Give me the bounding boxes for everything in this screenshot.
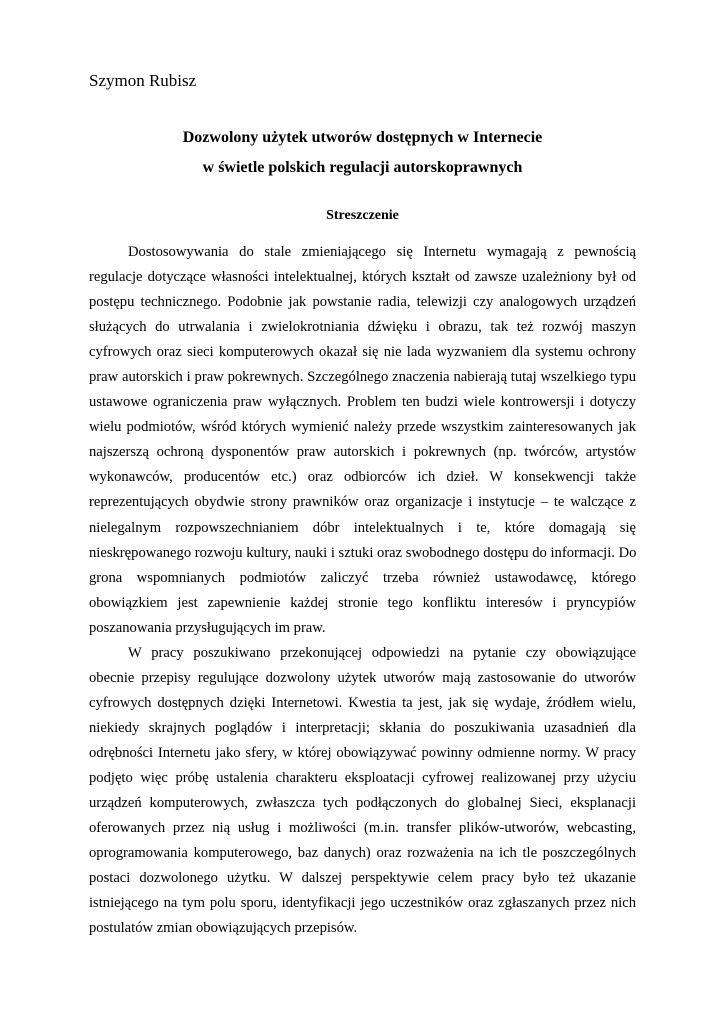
paragraph-line: podjęto więc próbę ustalenia charakteru eksploatacji cyfrowej realizowanej przy użyciu	[89, 769, 636, 786]
paragraph-line: postaci dozwolonego użytku. W dalszej perspektywie celem pracy było też ukazanie	[89, 870, 636, 887]
author-name: Szymon Rubisz	[89, 71, 197, 90]
paragraph-line: ustawowe ograniczenia praw wyłącznych. Problem ten budzi wiele kontrowersji i dotyczy	[89, 394, 636, 411]
paragraph-line: nielegalnym rozpowszechnianiem dóbr intelektualnych i te, które domagają się	[89, 519, 636, 536]
paragraph-line: regulacje dotyczące własności intelektualnej, których kształt od zawsze uzależniony był od	[89, 269, 636, 286]
abstract-body	[89, 240, 636, 941]
paragraph-line: postępu technicznego. Podobnie jak powstanie radia, telewizji czy analogowych urządzeń	[89, 294, 636, 311]
paragraph-line: praw autorskich i praw pokrewnych. Szczególnego znaczenia nabierają tutaj wszelkiego typu	[89, 369, 636, 386]
paragraph-line: najszerszą ochroną dysponentów praw autorskich i pokrewnych (np. twórców, artystów	[89, 444, 636, 461]
paragraph-line: oferowanych przez nią usług i możliwości (m.in. transfer plików-utworów, webcasting,	[89, 820, 636, 837]
paragraph-line: niekiedy skrajnych poglądów i interpretacji; skłania do poszukiwania uzasadnień dla	[89, 719, 636, 736]
paragraph-line: oprogramowania komputerowego, baz danych) oraz rozważenia na ich tle poszczególnych	[89, 845, 636, 862]
abstract-heading: Streszczenie	[326, 208, 399, 223]
document-title-line-2: w świetle polskich regulacji autorskoprawnych	[202, 159, 523, 176]
paragraph-line: obecnie przepisy regulujące dozwolony użytek utworów mają zastosowanie do utworów	[89, 669, 636, 686]
paragraph-line: grona wspomnianych podmiotów zaliczyć trzeba również ustawodawcę, którego	[89, 569, 636, 586]
paragraph-line: odrębności Internetu jako sfery, w której obowiązywać powinny odmienne normy. W pracy	[89, 744, 636, 761]
paragraph-line: cyfrowych dostępnych dzięki Internetowi. Kwestia ta jest, jak się wydaje, źródłem wielu,	[89, 694, 636, 711]
paragraph-line: cyfrowych oraz sieci komputerowych okazał się nie lada wyzwaniem dla systemu ochrony	[89, 344, 636, 361]
paragraph-2	[89, 641, 636, 942]
paragraph-line: postulatów zmian obowiązujących przepisów.	[89, 920, 358, 937]
paragraph-1	[89, 240, 636, 641]
paragraph-line: istniejącego na tym polu sporu, identyfikacji jego uczestników oraz zgłaszanych przez nich	[89, 895, 636, 912]
paragraph-line: W pracy poszukiwano przekonującej odpowiedzi na pytanie czy obowiązujące	[128, 644, 636, 661]
paragraph-line: reprezentujących obydwie strony prawników oraz organizacje i instytucje – te walczące z	[89, 494, 636, 511]
paragraph-line: obowiązkiem jest zapewnienie każdej stronie tego konfliktu interesów i pryncypiów	[89, 594, 636, 611]
document-title-line-1: Dozwolony użytek utworów dostępnych w Internecie	[182, 129, 543, 146]
paragraph-line: wielu podmiotów, wśród których wymienić należy przede wszystkim zainteresowanych jak	[89, 419, 636, 436]
paragraph-line: Dostosowywania do stale zmieniającego się Internetu wymagają z pewnością	[128, 244, 636, 260]
paragraph-line: poszanowania przysługujących im praw.	[89, 619, 326, 636]
paragraph-line: nieskrępowanego rozwoju kultury, nauki i sztuki oraz swobodnego dostępu do informacji. Do	[89, 544, 637, 561]
paragraph-line: służących do utrwalania i zwielokrotniania dźwięku i obrazu, tak też rozwój maszyn	[89, 319, 636, 336]
paragraph-line: urządzeń komputerowych, zwłaszcza tych podłączonych do globalnej Sieci, eksplanacji	[89, 795, 636, 812]
paragraph-line: wykonawców, producentów etc.) oraz odbiorców ich dzieł. W konsekwencji także	[89, 469, 636, 486]
